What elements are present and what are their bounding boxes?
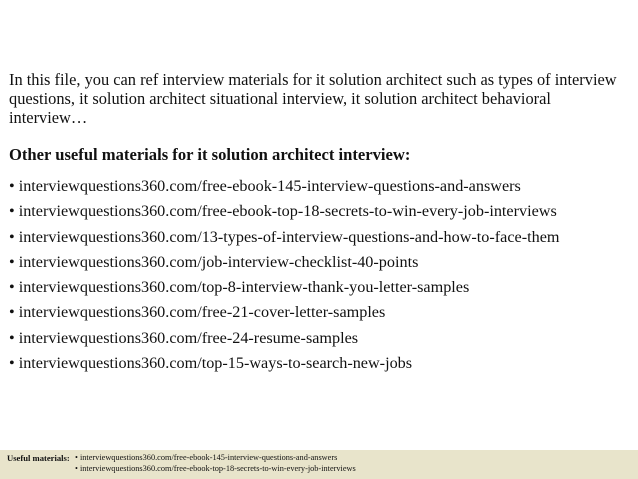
list-item-link[interactable]: • interviewquestions360.com/free-24-resume-samples (9, 328, 359, 347)
list-item-link[interactable]: • interviewquestions360.com/job-interview-checklist-40-points (9, 252, 419, 271)
list-item-link[interactable]: • interviewquestions360.com/free-21-cover-letter-samples (9, 303, 386, 322)
footer-links-list (75, 453, 356, 474)
footer-label: Useful materials: (7, 453, 70, 463)
footer-link[interactable]: • interviewquestions360.com/free-ebook-top-18-secrets-to-win-every-job-interviews (75, 463, 356, 473)
list-item-link[interactable]: • interviewquestions360.com/top-15-ways-to-search-new-jobs (9, 354, 413, 373)
materials-list (9, 176, 634, 378)
list-item-link[interactable]: • interviewquestions360.com/top-8-interview-thank-you-letter-samples (9, 278, 470, 297)
footer-bar (0, 450, 638, 479)
list-item-link[interactable]: • interviewquestions360.com/free-ebook-top-18-secrets-to-win-every-job-interviews (9, 202, 557, 221)
footer-link[interactable]: • interviewquestions360.com/free-ebook-145-interview-questions-and-answers (75, 453, 338, 462)
section-heading: Other useful materials for it solution architect interview: (9, 145, 411, 164)
list-item-link[interactable]: • interviewquestions360.com/free-ebook-145-interview-questions-and-answers (9, 177, 521, 195)
list-item-link[interactable]: • interviewquestions360.com/13-types-of-interview-questions-and-how-to-face-them (9, 227, 560, 246)
intro-paragraph: In this file, you can ref interview materials for it solution architect such as types of interview questions, it solution architect situational interview, it solution architect behavioral interview… (9, 70, 617, 127)
